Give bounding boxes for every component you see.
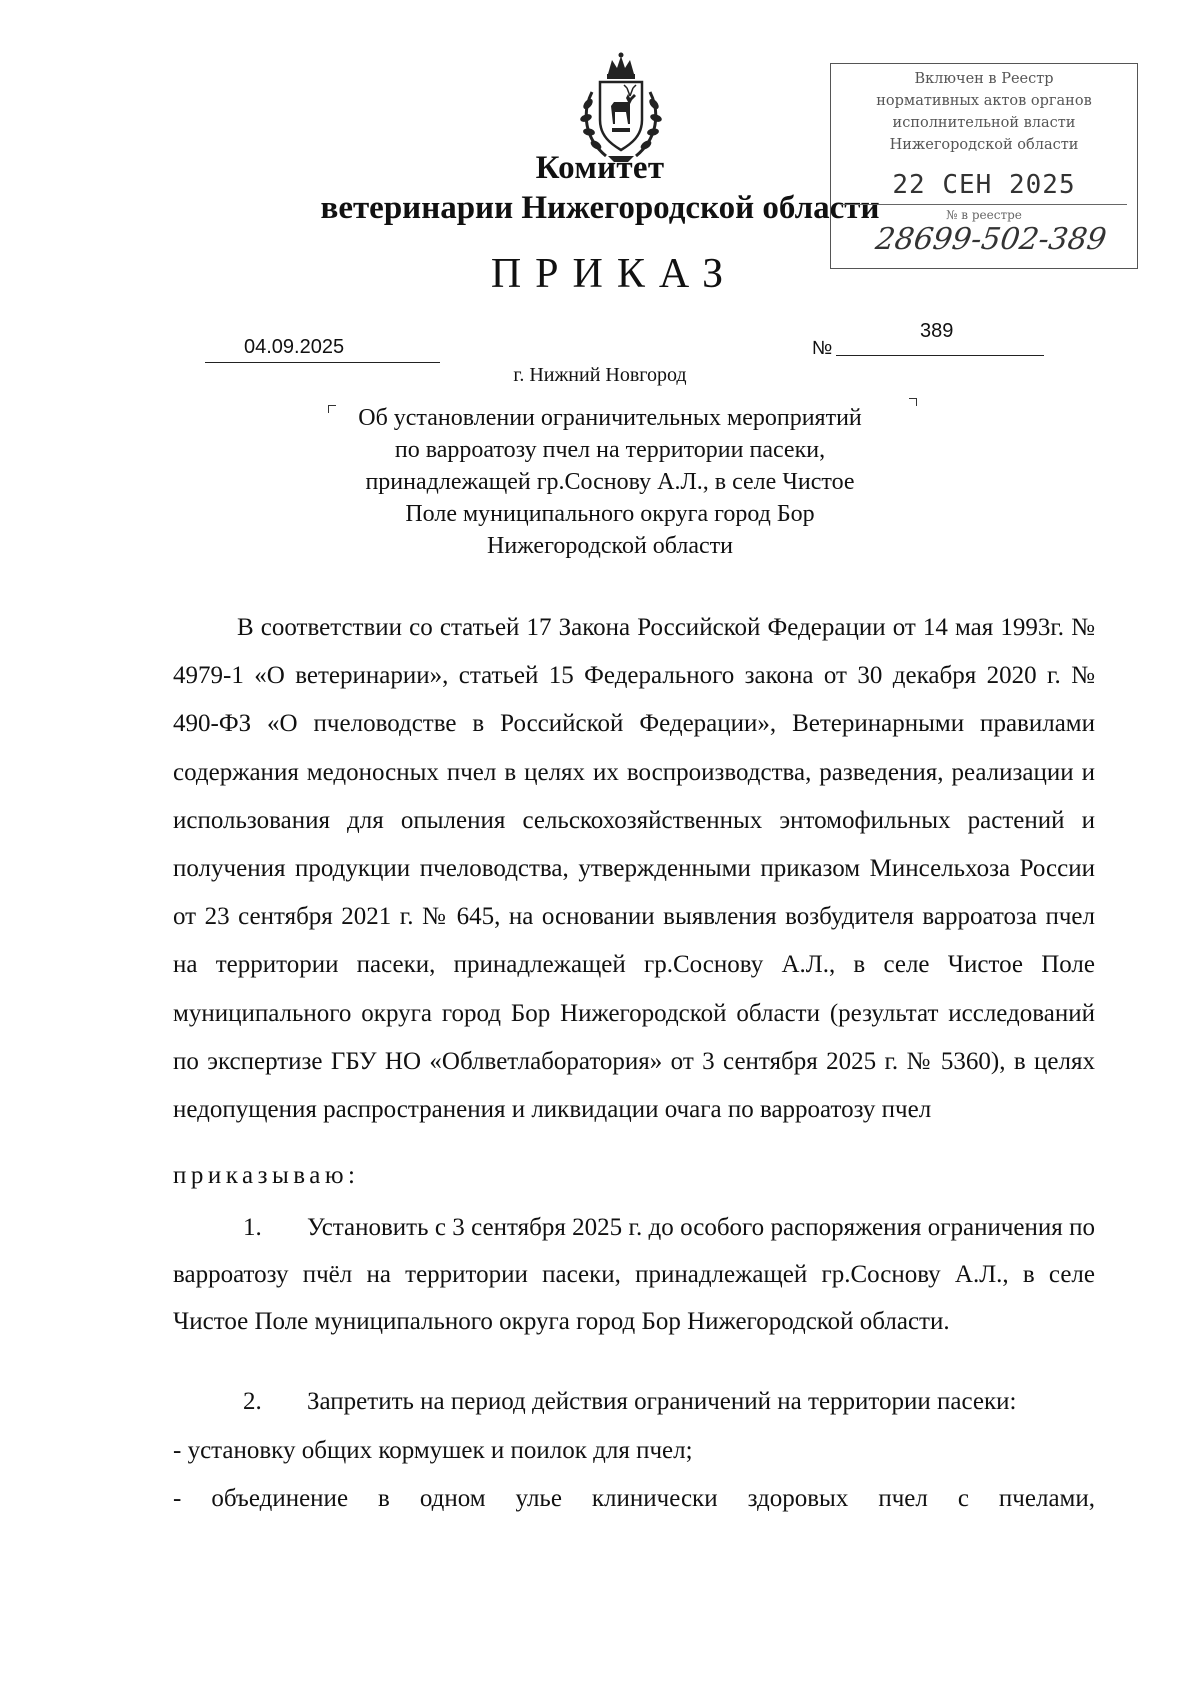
orders-word: приказываю: <box>173 1162 360 1189</box>
stamp-registry-label: № в реестре <box>946 208 1022 222</box>
coat-of-arms-icon <box>578 52 664 164</box>
order-subject <box>260 402 960 562</box>
item-number: 1. <box>243 1214 262 1241</box>
order-number: 389 <box>920 320 954 342</box>
number-underline <box>836 355 1044 356</box>
stamp-line: исполнительной власти <box>892 115 1076 131</box>
preamble-paragraph: В соответствии со статьей 17 Закона Российской Федерации от 14 мая 1993г. № 4979-1 «О ветеринарии», статьей 15 Федерального закона от 30 декабря 2020 г. № 490-ФЗ «О пчеловодстве в Российской Федерации», Ветеринарными правилами содержания медоносных пчел в целях их воспроизводства, разведения, реализации и использования для опыления сельскохозяйственных энтомофильных растений и получения продукции пчеловодства, утвержденными приказом Минсельхоза России от 23 сентября 2021 г. № 645, на основании выявления возбудителя варроатоза пчел на территории пасеки, принадлежащей гр.Соснову А.Л., в селе Чистое Поле муниципального округа город Бор Нижегородской области (результат исследований по экспертизе ГБУ НО «Облветлаборатория» от 3 сентября 2025 г. № 5360), в целях недопущения распространения и ликвидации очага по варроатозу пчел <box>173 614 1095 1124</box>
subject-line: по варроатозу пчел на территории пасеки, <box>394 437 826 463</box>
registry-stamp <box>830 63 1138 269</box>
item-number: 2. <box>243 1388 262 1415</box>
subject-line: принадлежащей гр.Соснову А.Л., в селе Чистое <box>365 469 855 495</box>
date-underline <box>205 362 440 363</box>
stamp-line: Нижегородской области <box>889 137 1079 153</box>
order-item-2 <box>243 1388 1016 1416</box>
committee-name-line2: ветеринарии Нижегородской области <box>320 190 880 226</box>
order-city: г. Нижний Новгород <box>513 364 687 386</box>
stamp-text <box>831 64 1137 156</box>
committee-name-line1: Комитет <box>535 150 665 186</box>
subject-line: Нижегородской области <box>486 533 734 559</box>
subject-line: Об установлении ограничительных мероприятий <box>358 405 862 431</box>
bullet-item: - установку общих кормушек и поилок для пчел; <box>173 1437 693 1464</box>
order-date: 04.09.2025 <box>244 336 345 358</box>
bullet-item: - объединение в одном улье клинически здоровых пчел с пчелами, <box>173 1485 1095 1512</box>
stamp-line: Включен в Реестр <box>914 71 1054 87</box>
stamp-line: нормативных актов органов <box>876 93 1092 109</box>
stamp-divider <box>841 204 1127 205</box>
number-sign: № <box>812 338 833 359</box>
item-text: Запретить на период действия ограничений на территории пасеки: <box>307 1388 1017 1415</box>
order-title: ПРИКАЗ <box>490 251 738 297</box>
subject-line: Поле муниципального округа город Бор <box>405 501 815 527</box>
stamp-date: 22 СЕН 2025 <box>892 170 1076 200</box>
item-text: Установить с 3 сентября 2025 г. до особого распоряжения ограничения по варроатозу пчёл на территории пасеки, принадлежащей гр.Соснову А.Л., в селе Чистое Поле муниципального округа город Бор Нижегородской области. <box>173 1214 1095 1335</box>
stamp-registry-number: 28699-502-389 <box>873 222 1109 257</box>
order-item-1 <box>173 1204 1095 1345</box>
